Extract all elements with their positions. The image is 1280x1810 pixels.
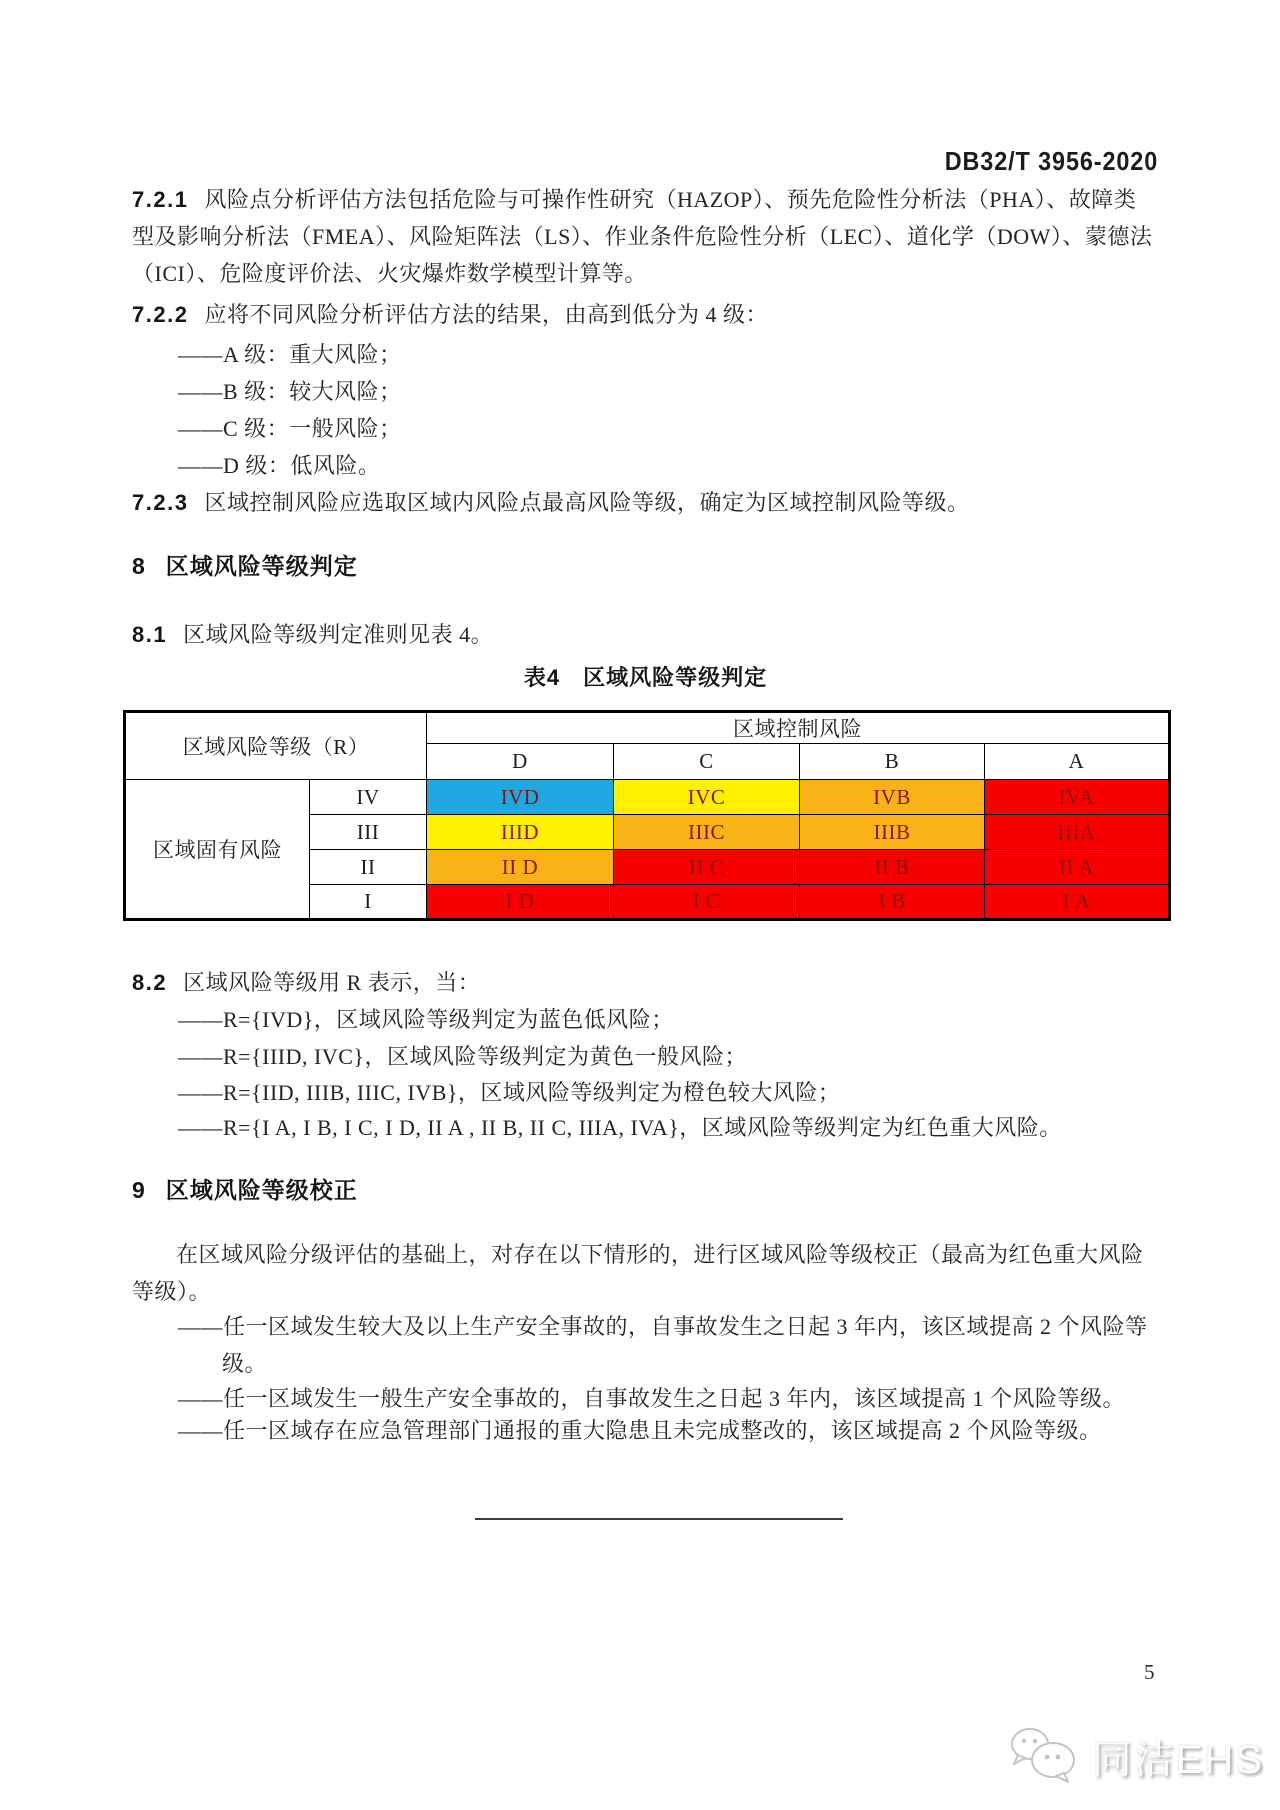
section-9-heading (132, 1172, 358, 1205)
list-item-red-risk: ——R={I A, I B, I C, I D, II A , II B, II C, IIIA, IVA}，区域风险等级判定为红色重大风险。 (178, 1115, 1062, 1140)
watermark-text: 同洁EHS (1091, 1738, 1264, 1782)
section-number: 8 (132, 553, 146, 579)
risk-grade-table (123, 710, 1171, 921)
risk-cell-IIIB: IIIB (800, 815, 985, 850)
risk-cell-IA: I A (985, 885, 1170, 920)
row-header-level: IV (310, 780, 427, 815)
correction-item-1-line1: ——任一区域发生较大及以上生产安全事故的，自事故发生之日起 3 年内，该区域提高 2 个风险等 (178, 1314, 1148, 1339)
clause-number: 7.2.2 (132, 302, 189, 327)
list-item-yellow-risk: ——R={IIID, IVC}，区域风险等级判定为黄色一般风险； (178, 1044, 747, 1069)
col-header-a: A (985, 744, 1170, 780)
risk-cell-IVD: IVD (427, 780, 614, 815)
clause-8-1 (132, 620, 493, 650)
clause-text: 区域风险等级判定准则见表 4。 (183, 622, 494, 647)
row-header-level: II (310, 850, 427, 885)
list-item-orange-risk: ——R={IID, IIIB, IIIC, IVB}，区域风险等级判定为橙色较大风险； (178, 1080, 841, 1105)
risk-table-body (125, 780, 1170, 920)
correction-item-2: ——任一区域发生一般生产安全事故的，自事故发生之日起 3 年内，该区域提高 1 个风险等级。 (178, 1386, 1126, 1411)
col-header-d: D (427, 744, 614, 780)
list-item-grade-a: ——A 级：重大风险； (178, 342, 402, 367)
col-header-c: C (614, 744, 800, 780)
document-end-rule (475, 1518, 843, 1520)
risk-cell-ID: I D (427, 885, 614, 920)
risk-cell-IIB: II B (800, 850, 985, 885)
section-title: 区域风险等级判定 (165, 553, 358, 579)
clause-7-2-2 (132, 300, 768, 330)
section-9-para-line1: 在区域风险分级评估的基础上，对存在以下情形的，进行区域风险等级校正（最高为红色重大风险 (176, 1242, 1144, 1267)
risk-cell-IVB: IVB (800, 780, 985, 815)
risk-cell-IVC: IVC (614, 780, 800, 815)
doc-number: DB32/T 3956-2020 (944, 146, 1158, 176)
clause-text: 区域控制风险应选取区域内风险点最高风险等级，确定为区域控制风险等级。 (204, 490, 970, 515)
section-9-para-line2: 等级）。 (132, 1279, 212, 1304)
column-group-header: 区域控制风险 (427, 712, 1170, 744)
clause-text: 风险点分析评估方法包括危险与可操作性研究（HAZOP）、预先危险性分析法（PHA）、故障类 (204, 187, 1137, 212)
risk-cell-IIIC: IIIC (614, 815, 800, 850)
wechat-icon (1008, 1724, 1082, 1789)
clause-7-2-1-line2: 型及影响分析法（FMEA）、风险矩阵法（LS）、作业条件危险性分析（LEC）、道化学（DOW）、蒙德法 (132, 224, 1153, 249)
clause-text: 区域风险等级用 R 表示，当： (183, 970, 481, 995)
section-title: 区域风险等级校正 (165, 1177, 358, 1203)
correction-item-1-line2: 级。 (222, 1351, 268, 1376)
risk-cell-IIC: II C (614, 850, 800, 885)
watermark (1008, 1724, 1264, 1789)
correction-item-3: ——任一区域存在应急管理部门通报的重大隐患且未完成整改的，该区域提高 2 个风险等级。 (178, 1418, 1102, 1443)
clause-number: 7.2.3 (132, 490, 189, 515)
row-header-level: I (310, 885, 427, 920)
row-group-header: 区域固有风险 (125, 780, 310, 920)
risk-cell-IID: II D (427, 850, 614, 885)
clause-7-2-3 (132, 488, 969, 518)
clause-number: 8.1 (132, 622, 168, 647)
risk-cell-IIA: II A (985, 850, 1170, 885)
risk-cell-IC: I C (614, 885, 800, 920)
risk-cell-IB: I B (800, 885, 985, 920)
row-header-level: III (310, 815, 427, 850)
clause-7-2-1-line1 (132, 185, 1136, 215)
list-item-grade-d: ——D 级：低风险。 (178, 453, 381, 478)
corner-header: 区域风险等级（R） (125, 712, 427, 780)
risk-cell-IIIA: IIIA (985, 815, 1170, 850)
col-header-b: B (800, 744, 985, 780)
risk-cell-IVA: IVA (985, 780, 1170, 815)
list-item-grade-b: ——B 级：较大风险； (178, 379, 402, 404)
risk-table-row (125, 780, 1170, 815)
clause-8-2 (132, 968, 480, 998)
clause-text: 应将不同风险分析评估方法的结果，由高到低分为 4 级： (204, 302, 768, 327)
table-4-caption: 表4 区域风险等级判定 (523, 665, 768, 690)
section-number: 9 (132, 1177, 146, 1203)
risk-cell-IIID: IIID (427, 815, 614, 850)
list-item-blue-risk: ——R={IVD}，区域风险等级判定为蓝色低风险； (178, 1007, 674, 1032)
table-header-row-1 (125, 712, 1170, 744)
section-8-heading (132, 548, 358, 581)
list-item-grade-c: ——C 级：一般风险； (178, 416, 402, 441)
page-number: 5 (1144, 1660, 1155, 1684)
clause-number: 8.2 (132, 970, 168, 995)
clause-7-2-1-line3: （ICI）、危险度评价法、火灾爆炸数学模型计算等。 (132, 261, 647, 286)
clause-number: 7.2.1 (132, 187, 189, 212)
